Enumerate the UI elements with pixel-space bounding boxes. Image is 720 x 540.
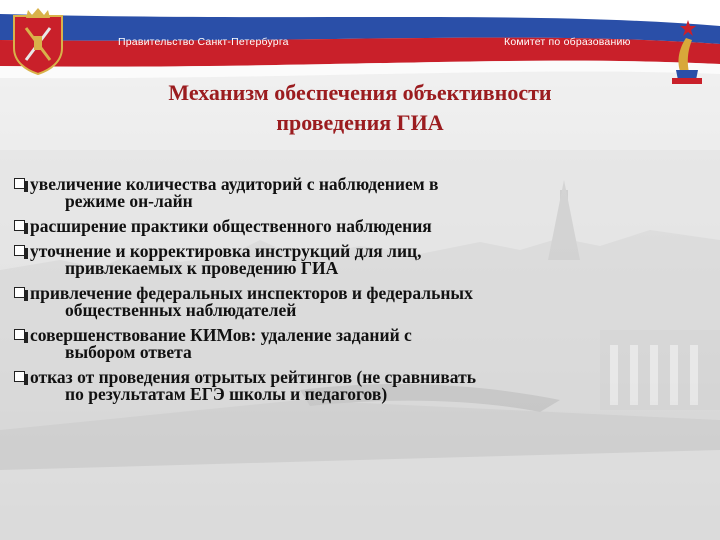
list-item-line-2: выбором ответа bbox=[65, 342, 192, 362]
list-item-line-1: отказ от проведения отрытых рейтингов (не сравнивать bbox=[30, 367, 476, 387]
checkbox-bullet-icon bbox=[14, 371, 25, 382]
list-item-line-2: привлекаемых к проведению ГИА bbox=[65, 258, 339, 278]
list-item-line-2: режиме он-лайн bbox=[65, 191, 193, 211]
checkbox-bullet-icon bbox=[14, 178, 25, 189]
checkbox-bullet-icon bbox=[14, 329, 25, 340]
list-item bbox=[12, 369, 702, 403]
st-petersburg-coat-of-arms-icon bbox=[8, 6, 68, 76]
checkbox-bullet-icon bbox=[14, 220, 25, 231]
list-item bbox=[12, 327, 702, 361]
government-label: Правительство Санкт-Петербурга bbox=[118, 36, 289, 48]
list-item bbox=[12, 285, 702, 319]
header-banner bbox=[0, 0, 720, 80]
list-item-line-1: уточнение и корректировка инструкций для лиц, bbox=[30, 241, 422, 261]
list-item-line-1: совершенствование КИМов: удаление заданий с bbox=[30, 325, 412, 345]
title-line-1: Механизм обеспечения объективности bbox=[168, 80, 552, 105]
list-item-line-2: общественных наблюдателей bbox=[65, 300, 297, 320]
list-item bbox=[12, 243, 702, 277]
list-item-line-1: привлечение федеральных инспекторов и федеральных bbox=[30, 283, 473, 303]
slide-title bbox=[60, 78, 660, 138]
committee-label: Комитет по образованию bbox=[504, 36, 631, 48]
title-line-2: проведения ГИА bbox=[276, 110, 444, 135]
education-committee-logo-icon bbox=[658, 14, 712, 88]
list-item-line-2: по результатам ЕГЭ школы и педагогов) bbox=[65, 384, 388, 404]
checkbox-bullet-icon bbox=[14, 287, 25, 298]
list-item bbox=[12, 218, 702, 235]
list-item-line-1: расширение практики общественного наблюдения bbox=[30, 216, 432, 236]
list-item bbox=[12, 176, 702, 210]
list-item-line-1: увеличение количества аудиторий с наблюдением в bbox=[30, 174, 439, 194]
bullet-list bbox=[12, 176, 702, 411]
checkbox-bullet-icon bbox=[14, 245, 25, 256]
